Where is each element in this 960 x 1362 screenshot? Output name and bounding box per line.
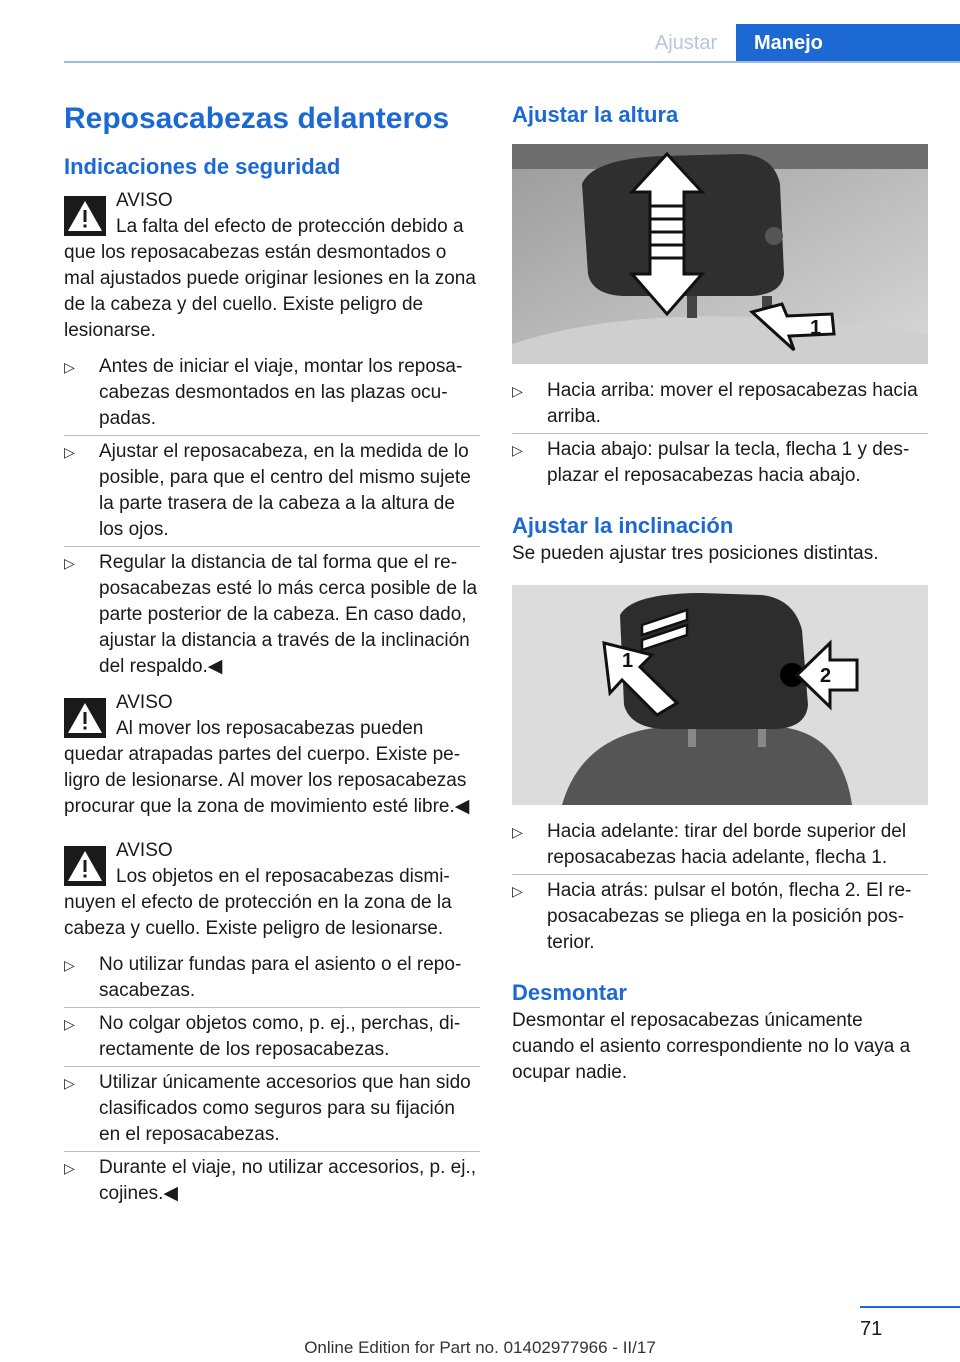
bullet-triangle-icon: ▷ — [64, 359, 75, 375]
safety-list-1 — [64, 354, 480, 680]
list-item: ▷ Antes de iniciar el viaje, montar los reposacabezas desmontados en las plazas ocupadas. — [64, 354, 480, 432]
safety-list-2 — [64, 952, 480, 1207]
right-column — [512, 100, 928, 1108]
svg-text:1: 1 — [622, 650, 634, 672]
edition-footer: Online Edition for Part no. 01402977966 - II/17 — [304, 1338, 656, 1357]
headrest-tilt-illustration — [512, 585, 928, 805]
list-item: ▷ Hacia atrás: pulsar el botón, flecha 2. El reposacabezas se pliega en la posición posterior. — [512, 880, 912, 953]
list-item: ▷ Hacia adelante: tirar del borde superior del reposacabezas hacia adelante, flecha 1. — [512, 819, 928, 871]
bullet-triangle-icon: ▷ — [64, 444, 75, 460]
bullet-triangle-icon: ▷ — [512, 383, 523, 399]
height-section-title: Ajustar la altura — [512, 102, 679, 127]
left-column — [64, 100, 480, 1217]
warning-text: Los objetos en el reposacabezas disminuyen el efecto de protección en la zona de la cabeza y cuello. Existe peligro de lesionarse. — [64, 866, 452, 939]
svg-text:2: 2 — [820, 665, 832, 687]
safety-subtitle: Indicaciones de seguridad — [64, 154, 341, 179]
warning-block-3 — [64, 838, 480, 942]
bullet-triangle-icon: ▷ — [512, 824, 523, 840]
header-divider — [64, 61, 960, 63]
warning-block-2 — [64, 690, 480, 820]
height-list — [512, 378, 928, 489]
list-item: ▷ No colgar objetos como, p. ej., perchas, directamente de los reposacabezas. — [64, 1011, 480, 1063]
list-item: ▷ Regular la distancia de tal forma que el reposacabezas esté lo más cerca posible de la parte posterior de la cabeza. En caso dado, ajustar la distancia a través de la inclinación del respaldo.◀ — [64, 552, 478, 677]
warning-label: AVISO — [116, 692, 173, 713]
warning-text: La falta del efecto de protección debido a que los reposacabezas están desmontados o mal ajustados puede originar lesiones en la zona de la cabeza y del cuello. Existe peligro de lesionarse. — [64, 216, 476, 341]
page-number: 71 — [860, 1318, 883, 1340]
headrest-height-illustration — [512, 144, 928, 364]
warning-triangle-icon — [64, 196, 106, 236]
tab-ajustar[interactable]: Ajustar — [654, 32, 718, 54]
list-item: ▷ Utilizar únicamente accesorios que han sido clasificados como seguros para su fijación en el reposacabezas. — [64, 1070, 480, 1148]
list-item: ▷ Hacia abajo: pulsar la tecla, flecha 1 y desplazar el reposacabezas hacia abajo. — [512, 439, 910, 486]
remove-section-title: Desmontar — [512, 980, 627, 1005]
warning-triangle-icon — [64, 846, 106, 886]
tilt-intro: Se pueden ajustar tres posiciones distintas. — [512, 543, 879, 564]
bullet-triangle-icon: ▷ — [64, 555, 75, 571]
warning-triangle-icon — [64, 698, 106, 738]
svg-text:1: 1 — [810, 317, 822, 339]
bullet-triangle-icon: ▷ — [64, 957, 75, 973]
bullet-triangle-icon: ▷ — [512, 442, 523, 458]
list-item: ▷ Hacia arriba: mover el reposacabezas hacia arriba. — [512, 378, 928, 430]
list-item: ▷ Ajustar el reposacabeza, en la medida de lo posible, para que el centro del mismo sujete la parte trasera de la cabeza a la altura de los ojos. — [64, 439, 480, 543]
list-item: ▷ No utilizar fundas para el asiento o el reposacabezas. — [64, 952, 480, 1004]
bullet-triangle-icon: ▷ — [64, 1016, 75, 1032]
tab-manejo[interactable]: Manejo — [736, 24, 960, 62]
remove-text: Desmontar el reposacabezas únicamente cuando el asiento correspondiente no lo vaya a ocupar nadie. — [512, 1010, 911, 1083]
bullet-triangle-icon: ▷ — [64, 1075, 75, 1091]
warning-text: Al mover los reposacabezas pueden quedar atrapadas partes del cuerpo. Existe peligro de lesionarse. Al mover los reposacabezas procurar que la zona de movimiento esté libre.◀ — [64, 718, 470, 817]
footer-divider — [860, 1306, 960, 1308]
bullet-triangle-icon: ▷ — [512, 883, 523, 899]
warning-block-1 — [64, 188, 480, 344]
page-title: Reposacabezas delanteros — [64, 102, 450, 135]
list-item: ▷ Durante el viaje, no utilizar accesorios, p. ej., cojines.◀ — [64, 1157, 477, 1204]
tilt-list — [512, 819, 928, 956]
bullet-triangle-icon: ▷ — [64, 1160, 75, 1176]
tilt-section-title: Ajustar la inclinación — [512, 513, 734, 538]
warning-label: AVISO — [116, 840, 173, 861]
warning-label: AVISO — [116, 190, 173, 211]
